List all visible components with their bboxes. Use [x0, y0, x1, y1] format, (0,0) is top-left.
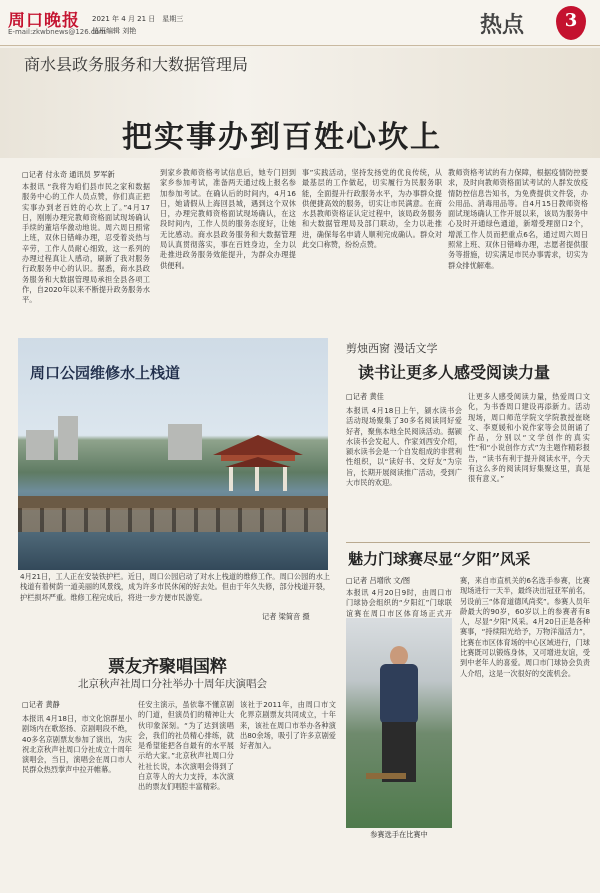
gateball-column-1: 本报讯 4月20日9时，由周口市门球协会组织的“夕阳红”门球联谊赛在周口市区体育场正式开 [346, 588, 452, 618]
lead-column-2: 到家乡教师资格考试信息后，她专门回到家乡参加考试，准备两天通过线上报名参加参加考试。在确认后的时间内，4月16日，她请假从上海回县城，遇到这个双休日，办理完教师资格面试现场确认，在这段时间内，工作人员的服务态度好，让她无比感动。商水县政务服务和大数据管理局认真贯彻落实，事在百姓身边，全力以赴推进政务服务效能提升，为群众办理提供便利。 [160, 168, 296, 270]
gateball-headline: 魅力门球赛尽显“夕阳”风采 [348, 550, 531, 568]
reading-headline: 读书让更多人感受阅读力量 [358, 363, 551, 382]
lead-column-3: 事”实践活动，坚持发扬党的优良传统，从最基层的工作做起，切实履行为民服务职能，全面提升行政服务水平，为办事群众提供便捷高效的服务，切实让市民满意。在商水县教师资格证认定过程中，该局政务服务和大数据管理局及部门联动，全力以赴推进，确保每名申请人顺利完成确认。群众对此交口称赞，纷纷点赞。 [302, 168, 442, 250]
issue-date: 2021 年 4 月 21 日 星期三 [92, 15, 184, 23]
park-photo [18, 338, 328, 570]
lead-headline: 把实事办到百姓心坎上 [122, 120, 442, 155]
newspaper-logo: 周口晚报 [8, 11, 80, 31]
gateball-byline: □记者 吕增欣 文/图 [346, 576, 411, 585]
opera-headline: 票友齐聚唱国粹 [108, 657, 227, 677]
reading-byline: □记者 黄佳 [346, 392, 384, 401]
gateball-column-2: 赛，来自市直机关的6名选手参赛，比赛现场进行一天半，最终决出冠亚军前名，另设前三“体育道德风尚奖”。参赛人员年龄最大的90岁，60岁以上的参赛者有8人，尽显“夕阳”风采。4月20日正是各种赛事，“持续阳光给予，万物洋溢活力”，比赛在市区体育场的中心区域进行，门球比赛既可以锻炼身体，又可增进友谊，受到中老年人的喜爱。周口市门球协会负责人介绍，这是一次很好的交流机会。 [460, 576, 590, 678]
opera-column-2: 任安主演示，虽依靠不懂京剧的门道，但演员们的精神让大伙印象深刻。“为了达到演唱会，我们的社员精心排练，就是希望能把各自最有的水平展示给大家。”北京秋声社周口分社社长说，本次演唱会得到了白京等人的大力支持，本次演出的票友们唱腔丰富精彩。 [138, 700, 234, 792]
park-photo-credit: 记者 梁简音 摄 [262, 612, 310, 621]
section-title: 热点 [480, 12, 525, 38]
gateball-photo-caption: 参赛选手在比赛中 [370, 830, 428, 839]
editor-credits: 值班编辑 刘艳 [92, 27, 137, 35]
page-number-badge: 3 [556, 6, 586, 40]
opera-byline: □记者 黄静 [22, 700, 60, 709]
opera-column-1: 本报讯 4月18日，市文化馆群星小剧场内在歌悠扬、京剧唱段不绝，40多名京剧票友参加了演出，为庆祝北京秋声社周口分社成立十周年演唱会，当日，演唱会在周口市人民群众热烈掌声中拉开帷幕。 [22, 714, 132, 775]
reading-column-1: 本报讯 4月18日上午，颍水读书会活动现场聚集了30多名阅读同好爱好者，聚焦本地全民阅读活动。据颍水读书会发起人、作家刘西安介绍，颍水读书会是一个自发组成的非营利性组织，以“读好书、交好友”为宗旨，长期开展阅读推广活动，受到广大市民的欢迎。 [346, 406, 462, 488]
pavilion-icon [203, 433, 313, 493]
lead-column-4: 教师资格考试的有力保障，根据疫情防控要求，及时向教师资格面试考试的人群发放疫情防控信息告知书，为免费提供文件袋，办公用品、消毒用品等。自4月15日教师资格面试现场确认工作开展以来，该局为服务中心及时开通绿色通道，新增受理窗口2个，增派工作人员而把重点6名，通过周六周日照常上班、双休日错峰办理，志愿者提供服务等措施，切实满足市民办事需求，切实为群众排忧解难。 [448, 168, 588, 270]
lead-byline: □记者 付永奇 通讯员 罗军新 [22, 170, 115, 179]
lead-subtitle: 商水县政务服务和大数据管理局 [24, 55, 249, 74]
park-photo-title: 周口公园维修水上栈道 [30, 364, 181, 382]
park-caption: 4月21日，工人正在安装铁护栏。近日，周口公园启动了对水上栈道的维修工作。周口公园的水上栈道有着树荫一道美丽的风景线，成为许多市民休闲的好去处。但由于年久失修，部分栈道开裂，护栏损坏严重。维修工程完成后，将进一步方便市民游览。 [20, 572, 330, 602]
lead-column-1: 本报讯 “我将为咱们县市民之家和数据服务中心的工作人员点赞，你们真正把实事办到老百姓的心坎上了。”4月17日，刚刚办理完教师资格面试现场确认手续的董培华激动地说。周六周日照常上班，双休日错峰办理，忍受着炎热与辛劳，工作人员耐心细致，这一系列的办理过程真让人感动，刷新了我对服务行政服务中心的认识。据悉，商水县政务服务和大数据管理局承担全县各项工作，自2020年以来不断提升政务服务水平。 [22, 182, 150, 305]
gateball-photo [346, 618, 452, 828]
divider [346, 542, 590, 543]
contact-email: E-mail:zkwbnews@126.com [8, 28, 106, 36]
opera-subtitle: 北京秋声社周口分社举办十周年庆演唱会 [78, 678, 267, 690]
opera-column-3: 该社于2011年，由周口市文化界京剧票友共同成立，十年来，该社在周口市举办各种演出80余场，吸引了许多京剧爱好者加入。 [240, 700, 336, 751]
reading-subtitle: 剪烛西窗 漫话文学 [346, 342, 438, 355]
reading-column-2: 让更多人感受阅读力量，热爱周口文化，为书香周口建设再添新力。活动现场，周口师范学院文学院教授崔晓文、李夏媛和小说作家等会员朗诵了作品，分别以“文学创作的真实性”和“小说创作方式”为主题作精彩报告，“读书有利于提升阅读水平，今天有这么多的阅读同好集聚这里，真是很有意义。” [468, 392, 590, 484]
